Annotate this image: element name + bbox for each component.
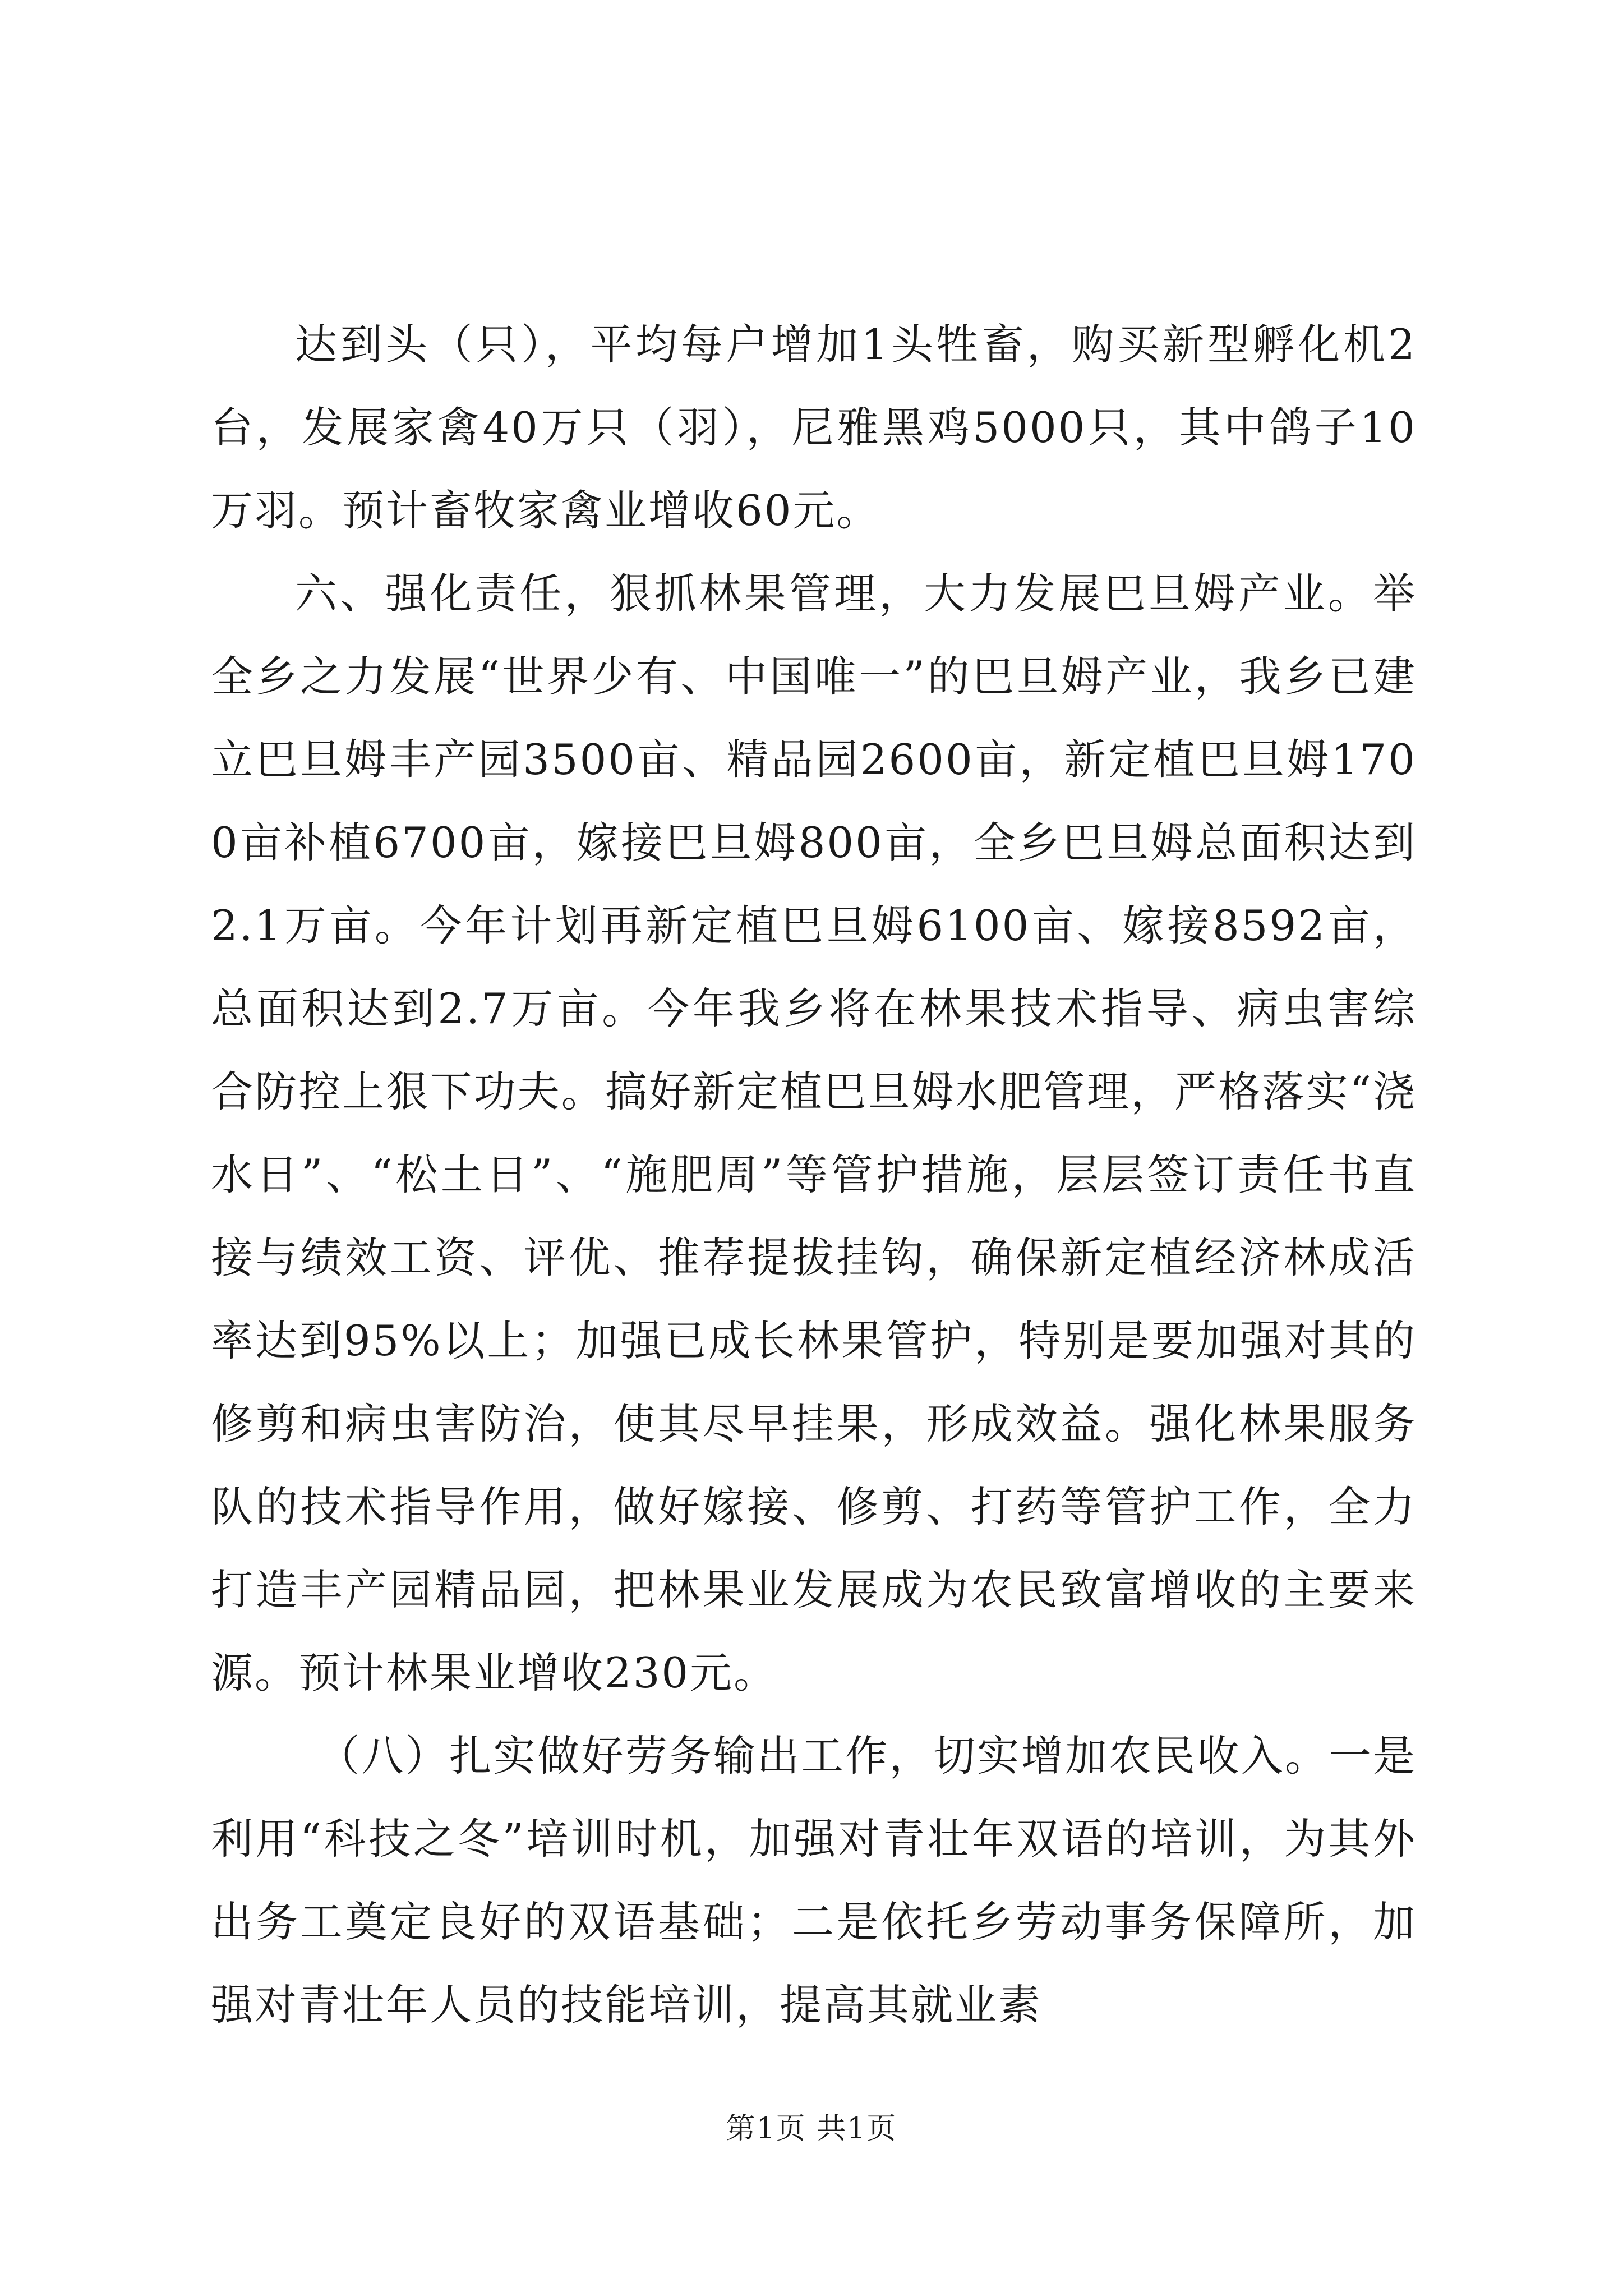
paragraph-livestock: 达到头（只），平均每户增加1头牲畜，购买新型孵化机2台，发展家禽40万只（羽），尼雅黑鸡5000只，其中鸽子10万羽。预计畜牧家禽业增收60元。 [211, 320, 1417, 535]
paragraph-forestry: 六、强化责任，狠抓林果管理，大力发展巴旦姆产业。举全乡之力发展“世界少有、中国唯一”的巴旦姆产业，我乡已建立巴旦姆丰产园3500亩、精品园2600亩，新定植巴旦姆1700亩补植6700亩，嫁接巴旦姆800亩，全乡巴旦姆总面积达到2.1万亩。今年计划再新定植巴旦姆6100亩、嫁接8592亩，总面积达到2.7万亩。今年我乡将在林果技术指导、病虫害综合防控上狠下功夫。搞好新定植巴旦姆水肥管理，严格落实“浇水日”、“松土日”、“施肥周”等管护措施，层层签订责任书直接与绩效工资、评优、推荐提拔挂钩，确保新定植经济林成活率达到95%以上；加强已成长林果管护，特别是要加强对其的修剪和病虫害防治，使其尽早挂果，形成效益。强化林果服务队的技术指导作用，做好嫁接、修剪、打药等管护工作，全力打造丰产园精品园，把林果业发展成为农民致富增收的主要来源。预计林果业增收230元。 [211, 569, 1417, 1697]
page-footer: 第1页 共1页 [726, 2112, 897, 2146]
paragraph-labor-export: （八）扎实做好劳务输出工作，切实增加农民收入。一是利用“科技之冬”培训时机，加强对青壮年双语的培训，为其外出务工奠定良好的双语基础；二是依托乡劳动事务保障所，加强对青壮年人员的技能培训，提高其就业素 [211, 1731, 1417, 2030]
document-body [211, 303, 1417, 2046]
